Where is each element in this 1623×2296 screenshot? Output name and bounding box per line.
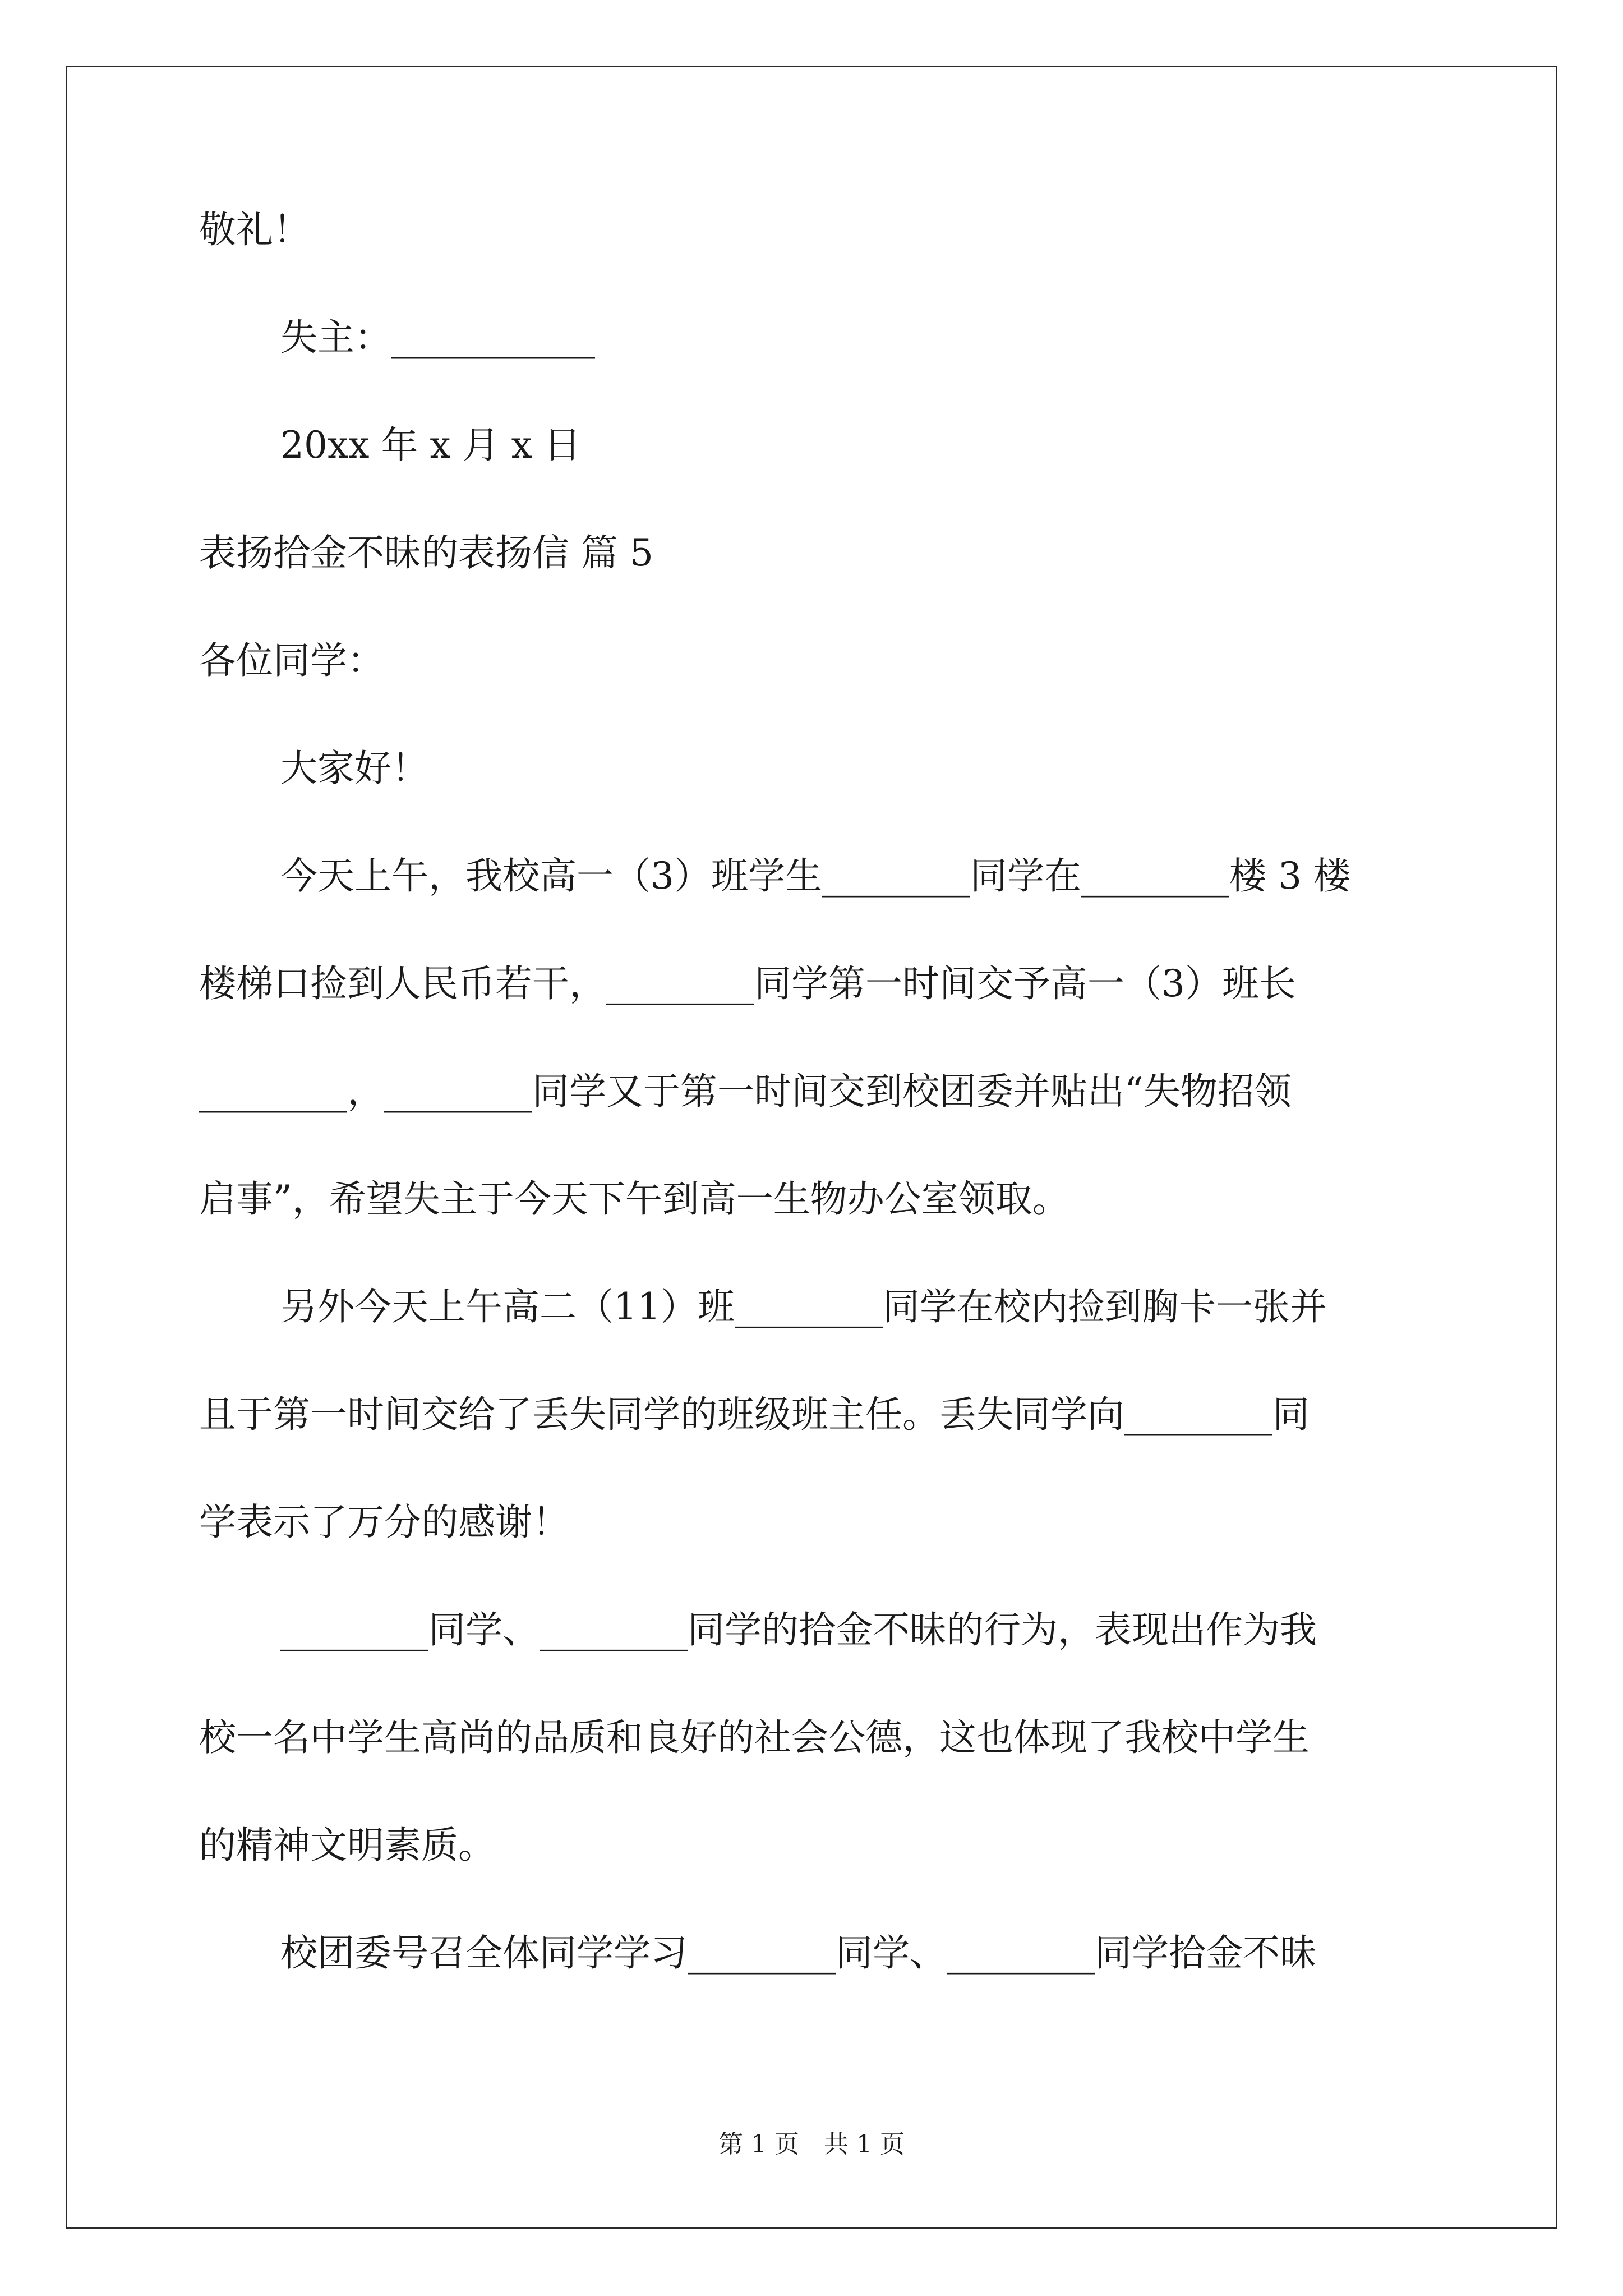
paragraph-1-line-3: ________，________同学又于第一时间交到校团委并贴出“失物招领 — [199, 1070, 1292, 1113]
paragraph-2-line-2: 且于第一时间交给了丢失同学的班级班主任。丢失同学向________同 — [199, 1393, 1310, 1436]
date-line: 20xx 年 x 月 x 日 — [280, 424, 581, 467]
paragraph-3-line-2: 校一名中学生高尚的品质和良好的社会公德，这也体现了我校中学生 — [199, 1716, 1310, 1759]
page-number-footer: 第 1 页 共 1 页 — [718, 2130, 905, 2159]
paragraph-2-line-1: 另外今天上午高二（11）班________同学在校内捡到胸卡一张并 — [280, 1285, 1327, 1328]
paragraph-1-line-4: 启事”，希望失主于今天下午到高一生物办公室领取。 — [199, 1177, 1069, 1221]
greeting: 大家好！ — [280, 747, 428, 790]
paragraph-1-line-2: 楼梯口捡到人民币若干，________同学第一时间交予高一（3）班长 — [199, 962, 1296, 1005]
paragraph-2-line-3: 学表示了万分的感谢！ — [199, 1501, 569, 1544]
paragraph-3-line-1: ________同学、________同学的拾金不昧的行为，表现出作为我 — [280, 1608, 1317, 1651]
section-heading: 表扬拾金不昧的表扬信 篇 5 — [199, 531, 653, 574]
salutation: 各位同学： — [199, 639, 384, 682]
paragraph-1-line-1: 今天上午，我校高一（3）班学生________同学在________楼 3 楼 — [280, 854, 1350, 898]
paragraph-4-line-1: 校团委号召全体同学学习________同学、________同学拾金不昧 — [280, 1931, 1317, 1975]
page-border — [66, 66, 1557, 2229]
owner-signature-line: 失主：___________ — [280, 316, 595, 359]
paragraph-3-line-3: 的精神文明素质。 — [199, 1824, 495, 1867]
closing-salute: 敬礼！ — [199, 208, 310, 251]
